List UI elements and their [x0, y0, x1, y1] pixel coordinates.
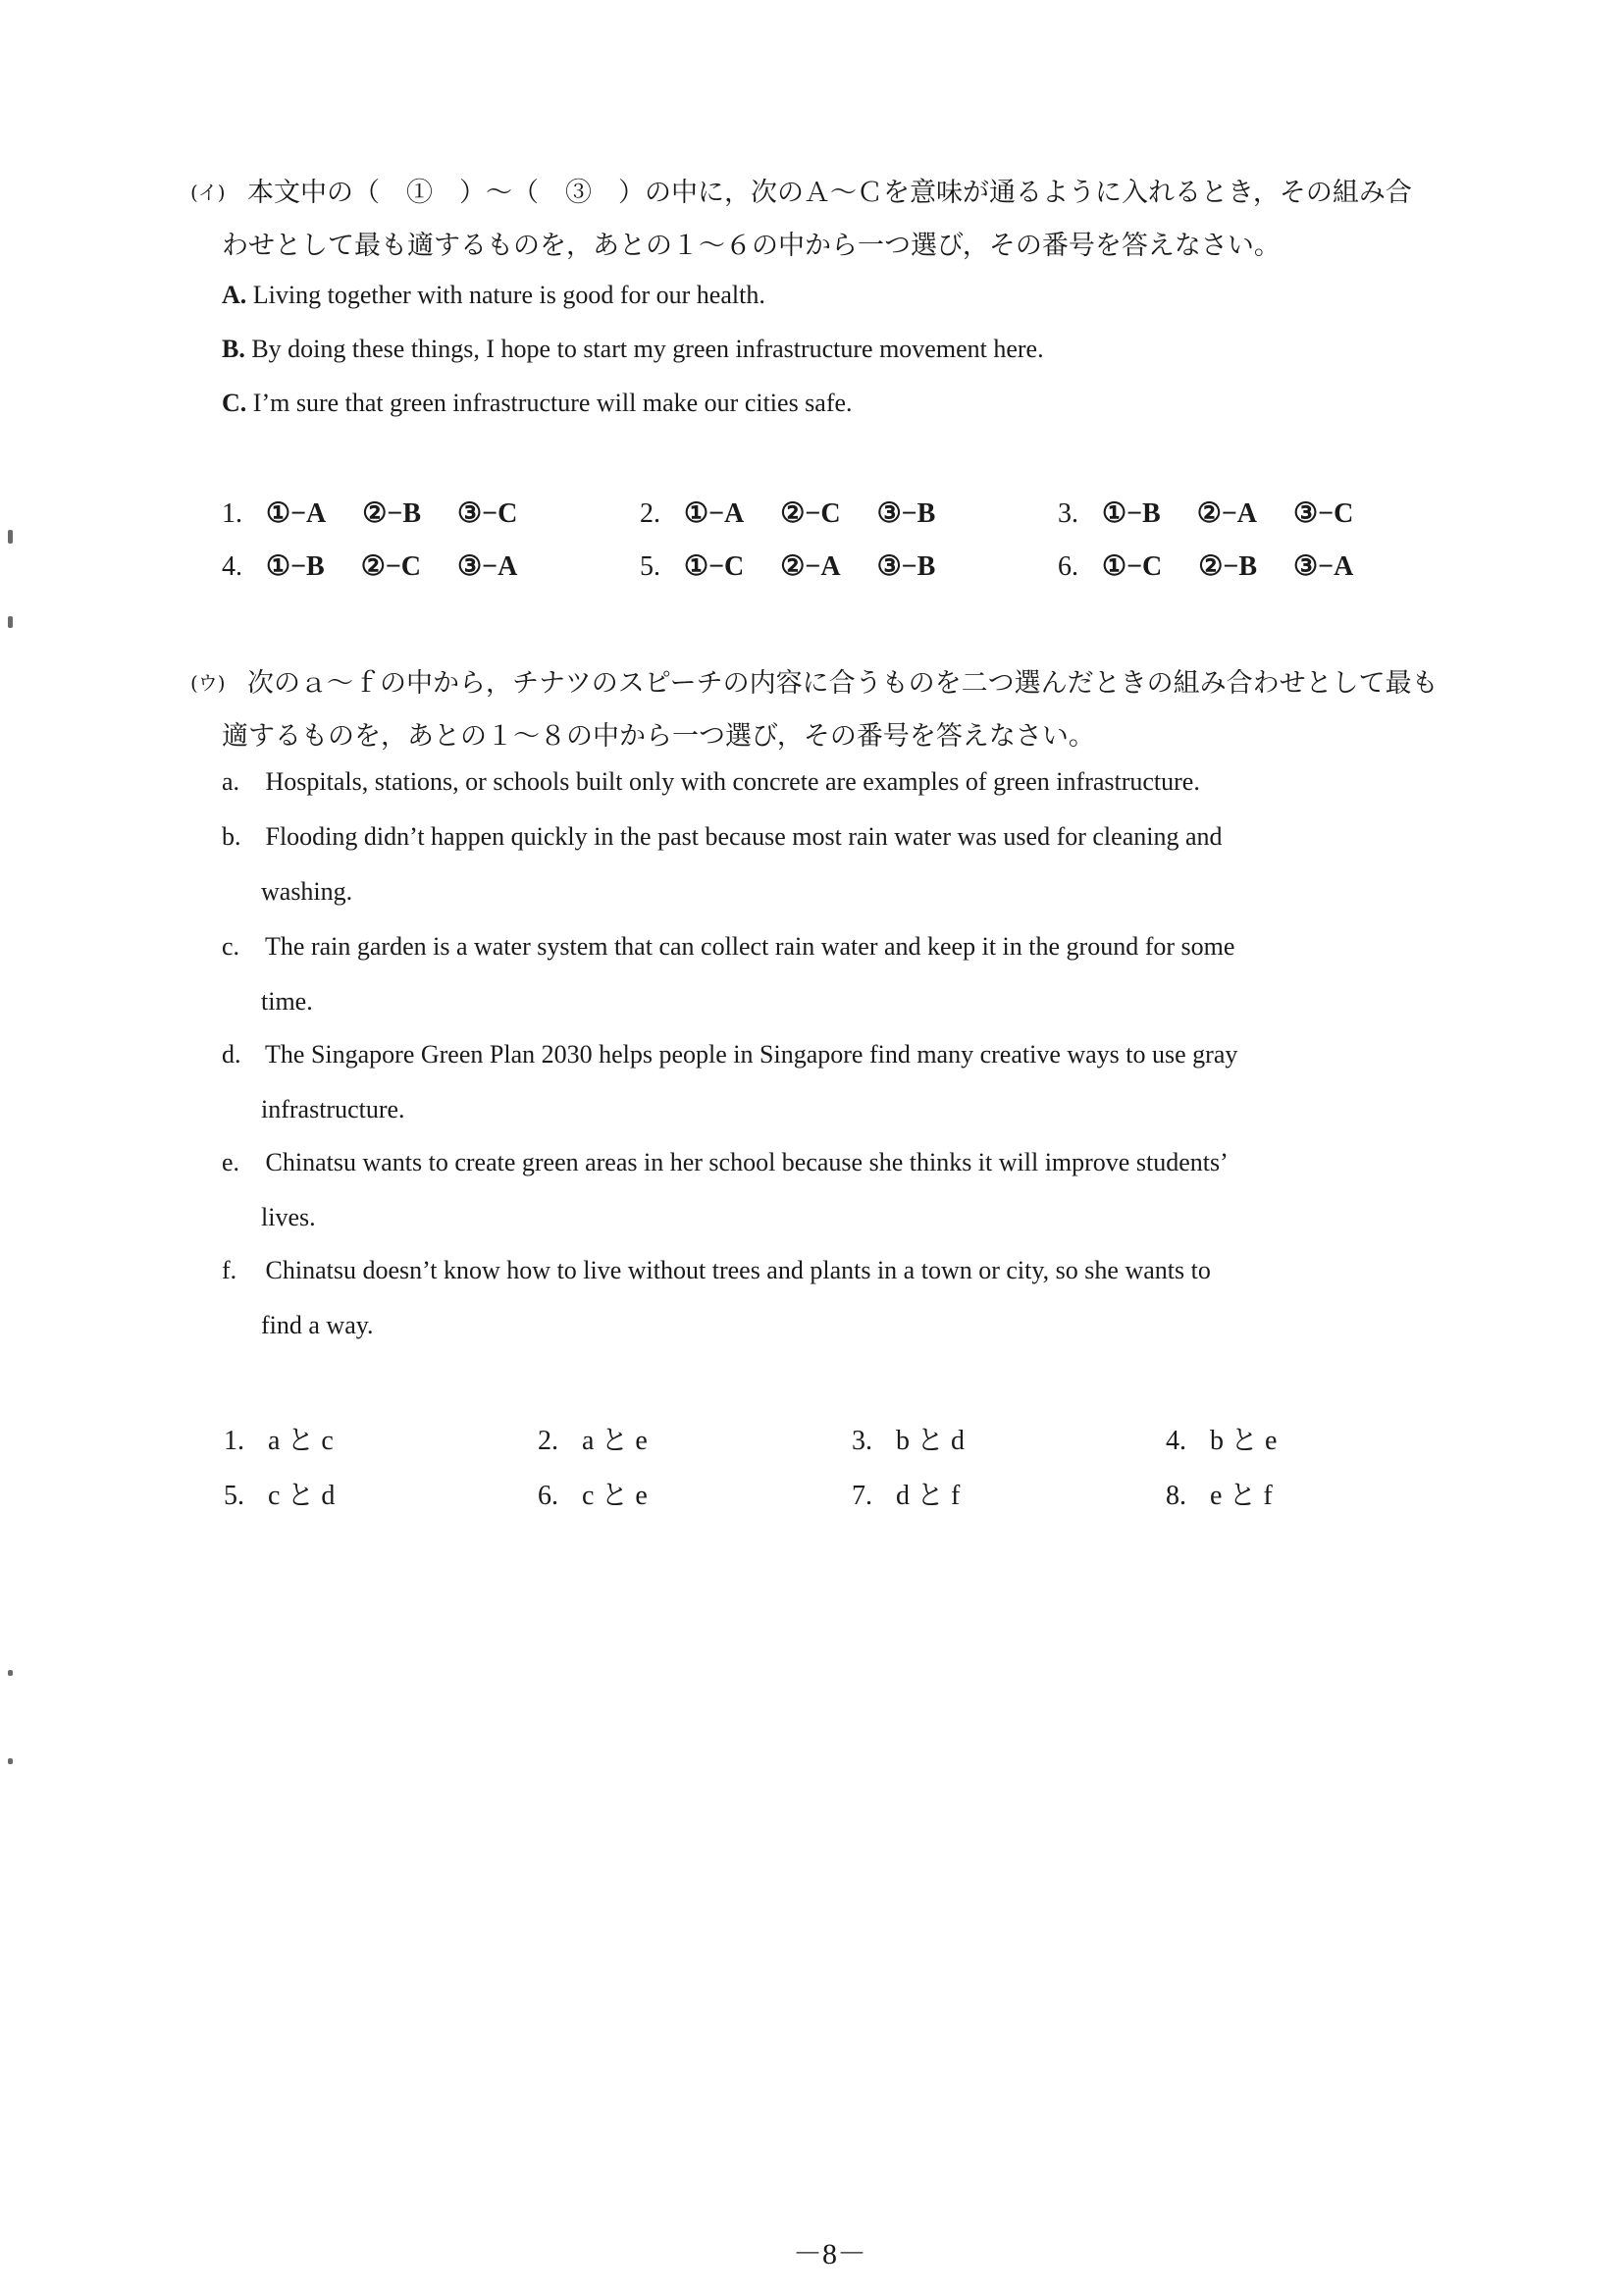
statement-b — [222, 822, 1223, 852]
option-text: b と e — [1210, 1426, 1278, 1456]
sentence-key: B. — [222, 335, 245, 363]
option-pair: ②−C — [360, 551, 422, 582]
option-u-3[interactable] — [852, 1419, 965, 1458]
statement-f-cont: find a way. — [261, 1311, 374, 1339]
option-text: d と f — [896, 1481, 961, 1511]
option-pair: ①−A — [266, 498, 327, 529]
option-number: 5. — [224, 1481, 244, 1511]
statement-text: The rain garden is a water system that can collect rain water and keep it in the ground for some — [265, 932, 1235, 961]
option-pair: ①−C — [1102, 551, 1163, 582]
statement-text: Flooding didn’t happen quickly in the past because most rain water was used for cleaning and — [265, 822, 1223, 851]
statement-d-cont: infrastructure. — [261, 1095, 405, 1123]
question-i-text-line2: わせとして最も適するものを，あとの１～６の中から一つ選び，その番号を答えなさい。 — [222, 231, 1281, 261]
option-text: a と e — [582, 1426, 648, 1456]
option-number: 7. — [852, 1481, 872, 1511]
page-number: －8－ — [793, 2238, 866, 2270]
option-i-2[interactable] — [640, 496, 965, 530]
statement-text: The Singapore Green Plan 2030 helps people in Singapore find many creative ways to use gray — [265, 1040, 1238, 1069]
option-u-4[interactable] — [1166, 1419, 1277, 1458]
statement-key: a. — [222, 767, 240, 796]
option-pair: ②−B — [1198, 551, 1258, 582]
option-pair: ②−B — [362, 498, 422, 529]
option-i-1[interactable] — [222, 496, 547, 530]
sentence-text: Living together with nature is good for our health. — [252, 281, 765, 309]
statement-key: d. — [222, 1040, 241, 1069]
question-u-text-line1: 次のａ～ｆの中から，チナツのスピーチの内容に合うものを二つ選んだときの組み合わせとして最も — [247, 668, 1439, 699]
option-number: 6. — [538, 1481, 558, 1511]
statement-b-cont: washing. — [261, 877, 353, 906]
option-number: 2. — [538, 1426, 558, 1456]
statement-key: f. — [222, 1256, 237, 1284]
sentence-key: C. — [222, 389, 247, 417]
option-i-5[interactable] — [640, 549, 965, 583]
option-i-6[interactable] — [1058, 549, 1383, 583]
option-number: 5. — [640, 551, 660, 582]
statement-text: Chinatsu doesn’t know how to live without trees and plants in a town or city, so she wants to — [265, 1256, 1211, 1284]
option-pair: ②−C — [780, 498, 841, 529]
option-pair: ③−B — [876, 551, 936, 582]
option-number: 6. — [1058, 551, 1078, 582]
sentence-a — [222, 281, 765, 310]
option-text: b と d — [896, 1426, 966, 1456]
option-pair: ③−B — [876, 498, 936, 529]
scan-speck — [8, 1758, 13, 1764]
scan-speck — [8, 1670, 13, 1676]
option-u-8[interactable] — [1166, 1474, 1273, 1513]
option-pair: ①−A — [684, 498, 745, 529]
question-u-text-line2: 適するものを，あとの１～８の中から一つ選び，その番号を答えなさい。 — [222, 721, 1095, 752]
sentence-text: I’m sure that green infrastructure will make our cities safe. — [252, 389, 853, 417]
option-u-1[interactable] — [224, 1419, 334, 1458]
statement-text: Chinatsu wants to create green areas in her school because she thinks it will improve students’ — [265, 1148, 1229, 1176]
option-pair: ③−C — [457, 498, 518, 529]
option-number: 3. — [1058, 498, 1078, 529]
option-u-2[interactable] — [538, 1419, 648, 1458]
option-pair: ③−A — [1293, 551, 1354, 582]
statement-key: e. — [222, 1148, 240, 1176]
statement-d — [222, 1040, 1237, 1070]
option-u-7[interactable] — [852, 1474, 960, 1513]
option-number: 1. — [224, 1426, 244, 1456]
scan-speck — [8, 530, 13, 544]
sentence-b — [222, 335, 1044, 364]
option-number: 8. — [1166, 1481, 1186, 1511]
option-number: 1. — [222, 498, 242, 529]
option-pair: ③−A — [457, 551, 518, 582]
option-number: 4. — [222, 551, 242, 582]
statement-a — [222, 767, 1200, 797]
option-text: e と f — [1210, 1481, 1273, 1511]
option-pair: ①−B — [266, 551, 325, 582]
question-u-label: (ウ) — [190, 671, 226, 695]
statement-e-cont: lives. — [261, 1203, 316, 1231]
sentence-text: By doing these things, I hope to start my green infrastructure movement here. — [251, 335, 1044, 363]
option-u-6[interactable] — [538, 1474, 648, 1513]
statement-c — [222, 932, 1234, 962]
statement-key: c. — [222, 932, 240, 961]
option-i-3[interactable] — [1058, 496, 1383, 530]
option-pair: ②−A — [780, 551, 841, 582]
option-pair: ②−A — [1196, 498, 1258, 529]
option-pair: ①−C — [684, 551, 745, 582]
question-i-label: (イ) — [190, 181, 226, 204]
option-number: 2. — [640, 498, 660, 529]
option-text: a と c — [268, 1426, 334, 1456]
option-pair: ③−C — [1293, 498, 1354, 529]
option-i-4[interactable] — [222, 549, 547, 583]
question-i-text-line1: 本文中の（ ① ）～（ ③ ）の中に，次のＡ～Ｃを意味が通るように入れるとき，その組み合 — [247, 178, 1412, 208]
statement-key: b. — [222, 822, 241, 851]
option-text: c と e — [582, 1481, 648, 1511]
statement-f — [222, 1256, 1211, 1285]
option-u-5[interactable] — [224, 1474, 335, 1513]
statement-e — [222, 1148, 1229, 1177]
option-number: 3. — [852, 1426, 872, 1456]
scan-speck — [8, 616, 13, 628]
statement-c-cont: time. — [261, 987, 313, 1016]
statement-text: Hospitals, stations, or schools built only with concrete are examples of green infrastructure. — [265, 767, 1200, 796]
option-text: c と d — [268, 1481, 336, 1511]
option-pair: ①−B — [1102, 498, 1161, 529]
sentence-c — [222, 389, 853, 418]
option-number: 4. — [1166, 1426, 1186, 1456]
sentence-key: A. — [222, 281, 247, 309]
